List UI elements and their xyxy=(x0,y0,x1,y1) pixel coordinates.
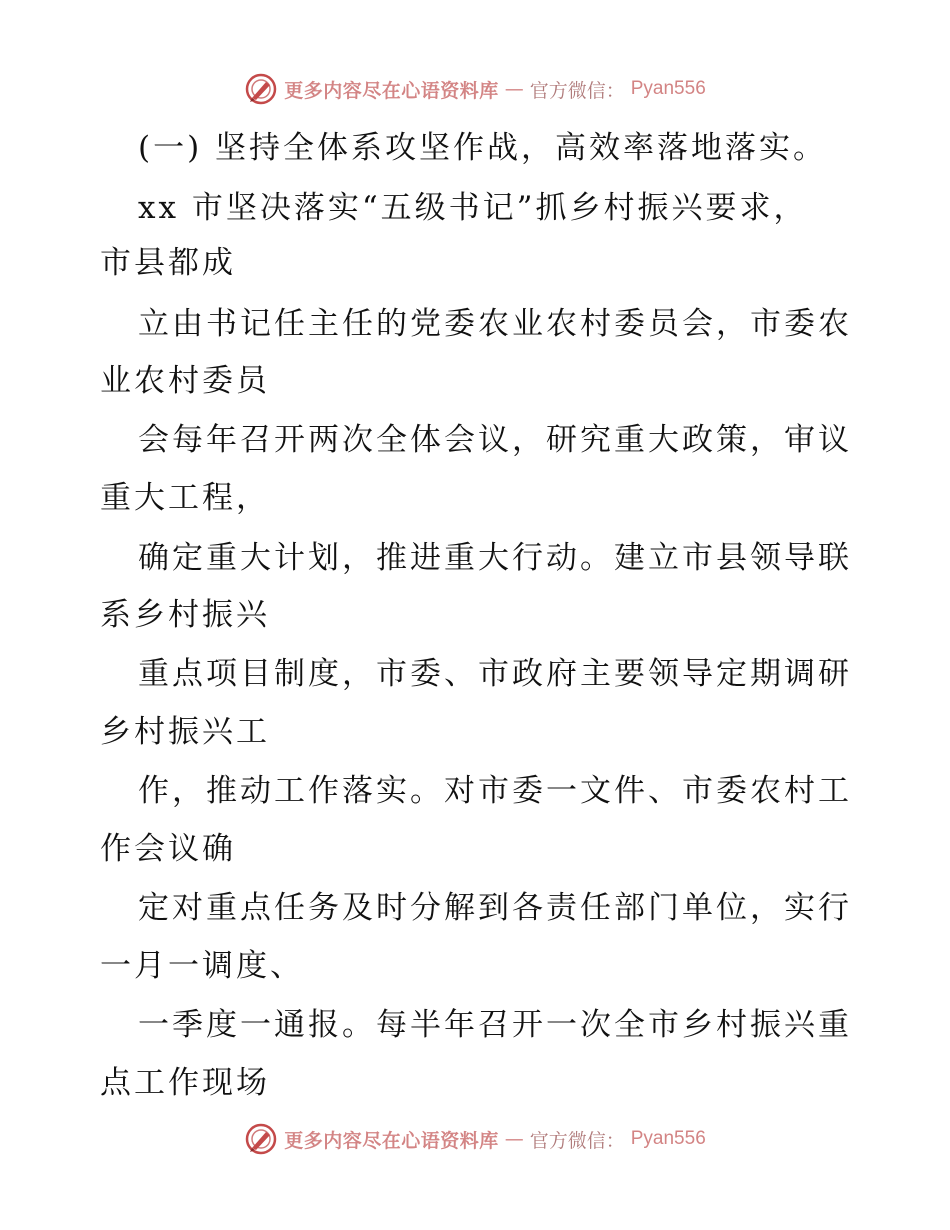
header-watermark xyxy=(0,72,950,106)
text-line: 确定重大计划，推进重大行动。建立市县领导联 xyxy=(138,540,852,576)
watermark-dash: — xyxy=(504,78,524,100)
text-line: 定对重点任务及时分解到各责任部门单位，实行 xyxy=(138,890,852,926)
text-line: 立由书记任主任的党委农业农村委员会，市委农 xyxy=(138,306,852,342)
watermark-site-name: 更多内容尽在心语资料库 xyxy=(284,79,499,102)
watermark-wechat-label: 官方微信： xyxy=(529,1129,625,1152)
watermark-wechat-id: Pyan556 xyxy=(630,1128,706,1149)
pen-logo-icon xyxy=(244,72,278,106)
text-line: 乡村振兴工 xyxy=(100,714,270,750)
text-line: 点工作现场 xyxy=(100,1065,270,1101)
text-line: (一) 坚持全体系攻坚作战，高效率落地落实。 xyxy=(138,130,828,166)
watermark-dash: — xyxy=(504,1128,524,1150)
text-line: 作会议确 xyxy=(100,831,236,867)
text-line: 一季度一通报。每半年召开一次全市乡村振兴重 xyxy=(138,1007,852,1043)
text-line: xx 市坚决落实“五级书记”抓乡村振兴要求， xyxy=(138,190,808,226)
watermark-wechat-label: 官方微信： xyxy=(529,79,625,102)
text-line: 一月一调度、 xyxy=(100,948,304,984)
text-line: 业农村委员 xyxy=(100,363,270,399)
text-line: 重大工程， xyxy=(100,480,270,516)
text-line: 作，推动工作落实。对市委一文件、市委农村工 xyxy=(138,773,852,809)
watermark-wechat-id: Pyan556 xyxy=(630,78,706,99)
text-line: 会每年召开两次全体会议，研究重大政策，审议 xyxy=(138,422,852,458)
pen-logo-icon xyxy=(244,1122,278,1156)
footer-watermark xyxy=(0,1122,950,1156)
text-line: 系乡村振兴 xyxy=(100,597,270,633)
text-line: 重点项目制度，市委、市政府主要领导定期调研 xyxy=(138,656,852,692)
watermark-site-name: 更多内容尽在心语资料库 xyxy=(284,1129,499,1152)
text-line: 市县都成 xyxy=(100,245,236,281)
